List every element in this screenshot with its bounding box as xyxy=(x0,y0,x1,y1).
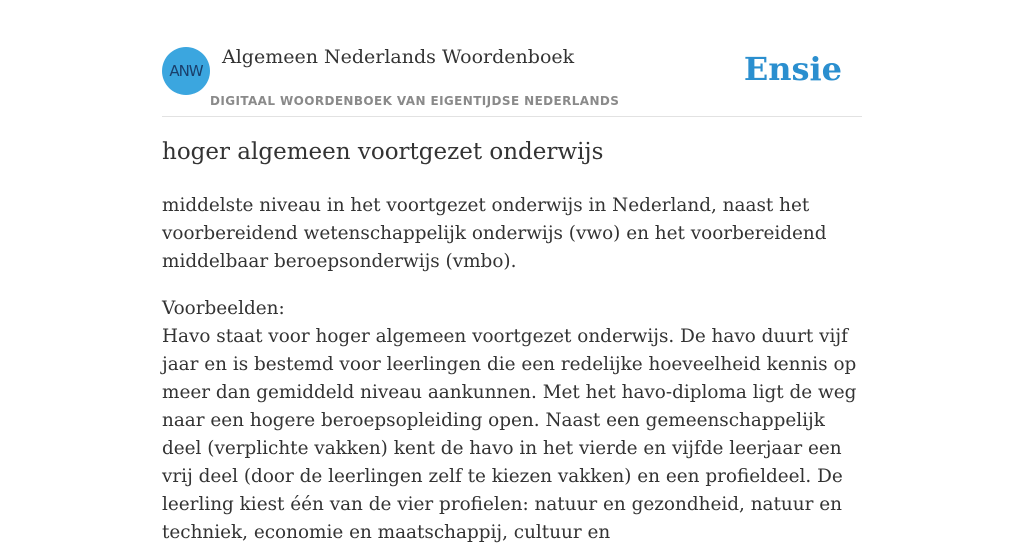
site-subtitle: DIGITAAL WOORDENBOEK VAN EIGENTIJDSE NEDERLANDS xyxy=(210,94,620,108)
anw-logo[interactable]: ANW xyxy=(162,47,210,95)
ensie-logo[interactable]: Ensie xyxy=(743,50,842,88)
definition: middelste niveau in het voortgezet onderwijs in Nederland, naast het voorbereidend wetenschappelijk onderwijs (vwo) en het voorbereidend middelbaar beroepsonderwijs (vmbo). xyxy=(162,195,827,272)
examples-label: Voorbeelden: xyxy=(162,298,285,319)
example-text: Havo staat voor hoger algemeen voortgezet onderwijs. De havo duurt vijf jaar en is bestemd voor leerlingen die een redelijke hoeveelheid kennis op meer dan gemiddeld niveau aankunnen. Met het havo-diploma ligt de weg naar een hogere beroepsopleiding open. Naast een gemeenschappelijk deel (verplichte vakken) kent de havo in het vierde en vijfde leerjaar een vrij deel (door de leerlingen zelf te kiezen vakken) en een profieldeel. De leerling kiest één van de vier profielen: natuur en gezondheid, natuur en techniek, economie en maatschappij, cultuur en xyxy=(162,326,857,543)
site-title[interactable]: Algemeen Nederlands Woordenboek xyxy=(222,46,575,68)
header xyxy=(162,0,862,117)
entry-title: hoger algemeen voortgezet onderwijs xyxy=(162,139,604,165)
examples-section xyxy=(162,295,862,547)
entry-card xyxy=(162,0,862,543)
